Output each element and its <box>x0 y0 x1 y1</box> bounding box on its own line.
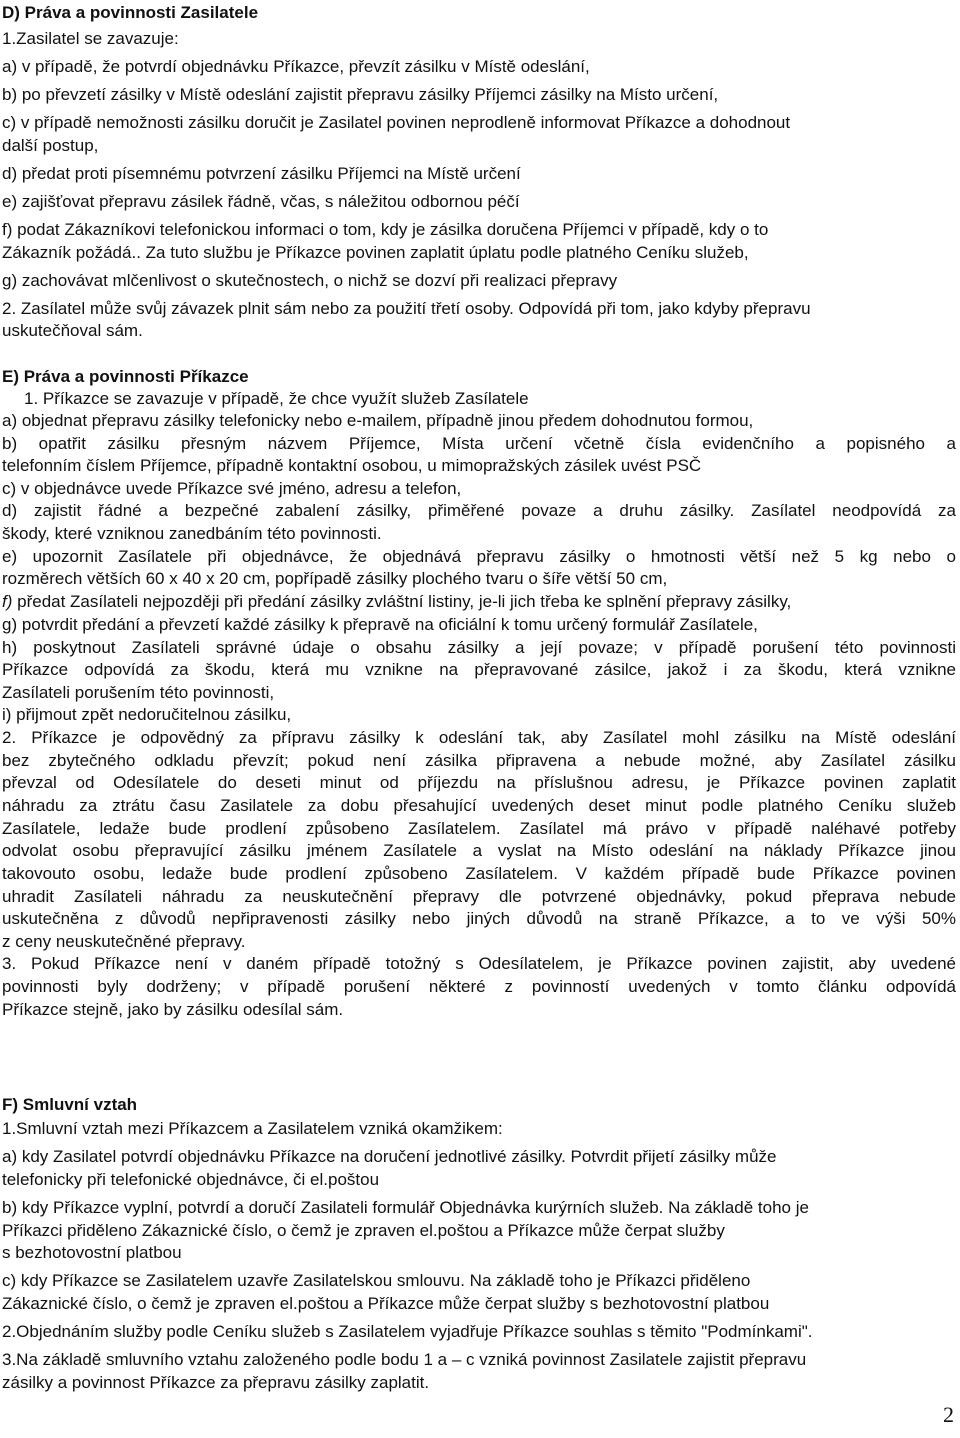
text-line: i) přijmout zpět nedoručitelnou zásilku, <box>2 705 292 724</box>
page-number: 2 <box>943 1402 954 1427</box>
text-line: Příkazci přiděleno Zákaznické číslo, o čemž je zpraven el.poštou a Příkazce může čerpat služby <box>2 1221 725 1240</box>
text-line: telefonním číslem Příjemce, případně kontaktní osobou, u mimopražských zásilek uvést PSČ <box>2 456 702 475</box>
item-f-label: f) <box>2 592 13 611</box>
text-line: Zasílateli porušením této povinnosti, <box>2 683 275 702</box>
text-line: povinnosti byly dodrženy; v případě porušení některé z povinností uvedených v tomto článku odpovídá <box>2 977 956 996</box>
text-line: h) poskytnout Zasílateli správné údaje o obsahu zásilky a její povaze; v případě porušení této povinnosti <box>2 638 956 657</box>
text-line: c) kdy Příkazce se Zasilatelem uzavře Zasilatelskou smlouvu. Na základě toho je Příkazci přiděleno <box>2 1271 751 1290</box>
text-line: a) kdy Zasilatel potvrdí objednávku Příkazce na doručení jednotlivé zásilky. Potvrdit přijetí zásilky může <box>2 1147 777 1166</box>
text-line: náhradu za ztrátu času Zasilatele za dobu přesahující uvedených deset minut podle platného Ceníku služeb <box>2 796 956 815</box>
text-line: c) v objednávce uvede Příkazce své jméno, adresu a telefon, <box>2 479 462 498</box>
text-line: a) v případě, že potvrdí objednávku Příkazce, převzít zásilku v Místě odeslání, <box>2 57 590 76</box>
item-f-text: předat Zasílateli nejpozději při předání zásilky zvláštní listiny, je-li jich třeba ke splnění přepravy zásilky, <box>17 592 792 611</box>
text-line: b) opatřit zásilku přesným názvem Příjemce, Místa určení včetně čísla evidenčního a popisného a <box>2 434 956 453</box>
text-line: 1. Příkazce se zavazuje v případě, že chce využít služeb Zasílatele <box>24 389 529 408</box>
text-line: převzal od Odesílatele do deseti minut od příjezdu na příslušnou adresu, je Příkazce povinen zaplatit <box>2 773 956 792</box>
text-line: škody, které vzniknou zanedbáním této povinnosti. <box>2 524 382 543</box>
text-line: Zákazník požádá.. Za tuto službu je Příkazce povinen zaplatit úplatu podle platného Ceníku služeb, <box>2 243 749 262</box>
text-line: 2.Objednáním služby podle Ceníku služeb s Zasilatelem vyjadřuje Příkazce souhlas s těmito "Podmínkami". <box>2 1322 813 1341</box>
text-line: 3. Pokud Příkazce není v daném případě totožný s Odesílatelem, je Příkazce povinen zajistit, aby uvedené <box>2 954 956 973</box>
text-line: Zasílatele, ledaže bude prodlení způsobeno Zasílatelem. Zasílatel má právo v případě naléhavé potřeby <box>2 819 956 838</box>
section-f-heading: F) Smluvní vztah <box>2 1095 138 1114</box>
text-line: b) kdy Příkazce vyplní, potvrdí a doručí Zasilateli formulář Objednávka kurýrních služeb. Na základě toho je <box>2 1198 809 1217</box>
text-line: e) zajišťovat přepravu zásilek řádně, včas, s náležitou odbornou péčí <box>2 192 520 211</box>
text-line: 1.Smluvní vztah mezi Příkazcem a Zasilatelem vzniká okamžikem: <box>2 1119 503 1138</box>
text-line: z ceny neuskutečněné přepravy. <box>2 932 246 951</box>
text-line: uhradit Zasílateli náhradu za neuskutečnění přepravy dle potvrzené objednávky, pokud přeprava nebude <box>2 887 956 906</box>
text-line: 2. Příkazce je odpovědný za přípravu zásilky k odeslání tak, aby Zasílatel mohl zásilku na Místě odeslání <box>2 728 956 747</box>
text-line: uskutečněna z důvodů nepřipravenosti zásilky nebo jiných důvodů na straně Příkazce, a to ve výši 50% <box>2 909 956 928</box>
text-line: Příkazce stejně, jako by zásilku odesílal sám. <box>2 1000 344 1019</box>
text-line: e) upozornit Zasílatele při objednávce, že objednává přepravu zásilky o hmotnosti větší než 5 kg nebo o <box>2 547 956 566</box>
text-line: zásilky a povinnost Příkazce za přepravu zásilky zaplatit. <box>2 1373 430 1392</box>
section-e-heading: E) Práva a povinnosti Příkazce <box>2 367 249 386</box>
text-line: Příkazce odpovídá za škodu, která mu vznikne na přepravované zásilce, jakož i za škodu, která vznikne <box>2 660 956 679</box>
text-line: 3.Na základě smluvního vztahu založeného podle bodu 1 a – c vzniká povinnost Zasilatele zajistit přepravu <box>2 1350 807 1369</box>
text-line: f) podat Zákazníkovi telefonickou informaci o tom, kdy je zásilka doručena Příjemci v případě, kdy o to <box>2 220 769 239</box>
text-line <box>2 591 956 612</box>
text-line: g) zachovávat mlčenlivost o skutečnostech, o nichž se dozví při realizaci přepravy <box>2 271 618 290</box>
text-line: 1.Zasilatel se zavazuje: <box>2 29 179 48</box>
text-line: rozměrech větších 60 x 40 x 20 cm, popřípadě zásilky plochého tvaru o šíře větší 50 cm, <box>2 569 668 588</box>
text-line: telefonicky při telefonické objednávce, či el.poštou <box>2 1170 380 1189</box>
text-line: a) objednat přepravu zásilky telefonicky nebo e-mailem, případně jinou předem dohodnutou formou, <box>2 411 754 430</box>
text-line: takovouto osobu, ledaže bude prodlení způsobeno Zasílatelem. V každém případě bude Příkazce povinen <box>2 864 956 883</box>
text-line: další postup, <box>2 136 99 155</box>
text-line: 2. Zasílatel může svůj závazek plnit sám nebo za použití třetí osoby. Odpovídá při tom, jako kdyby přepravu <box>2 299 811 318</box>
text-line: d) zajistit řádné a bezpečné zabalení zásilky, přiměřené povaze a druhu zásilky. Zasílatel neodpovídá za <box>2 501 956 520</box>
text-line: bez zbytečného odkladu převzít; pokud není zásilka připravena a nebude možné, aby Zasílatel zásilku <box>2 751 956 770</box>
text-line: s bezhotovostní platbou <box>2 1243 182 1262</box>
text-line: odvolat osobu přepravující zásilku jménem Zasílatele a vyslat na Místo odeslání na náklady Příkazce jinou <box>2 841 956 860</box>
text-line: g) potvrdit předání a převzetí každé zásilky k přepravě na oficiální k tomu určený formulář Zasílatele, <box>2 615 758 634</box>
text-line: b) po převzetí zásilky v Místě odeslání zajistit přepravu zásilky Příjemci zásilky na Místo určení, <box>2 85 719 104</box>
section-d-heading: D) Práva a povinnosti Zasilatele <box>2 3 259 22</box>
text-line: d) předat proti písemnému potvrzení zásilku Příjemci na Místě určení <box>2 164 521 183</box>
text-line: c) v případě nemožnosti zásilku doručit je Zasilatel povinen neprodleně informovat Příkazce a dohodnout <box>2 113 791 132</box>
text-line: Zákaznické číslo, o čemž je zpraven el.poštou a Příkazce může čerpat služby s bezhotovostní platbou <box>2 1294 770 1313</box>
text-line: uskutečňoval sám. <box>2 321 143 340</box>
